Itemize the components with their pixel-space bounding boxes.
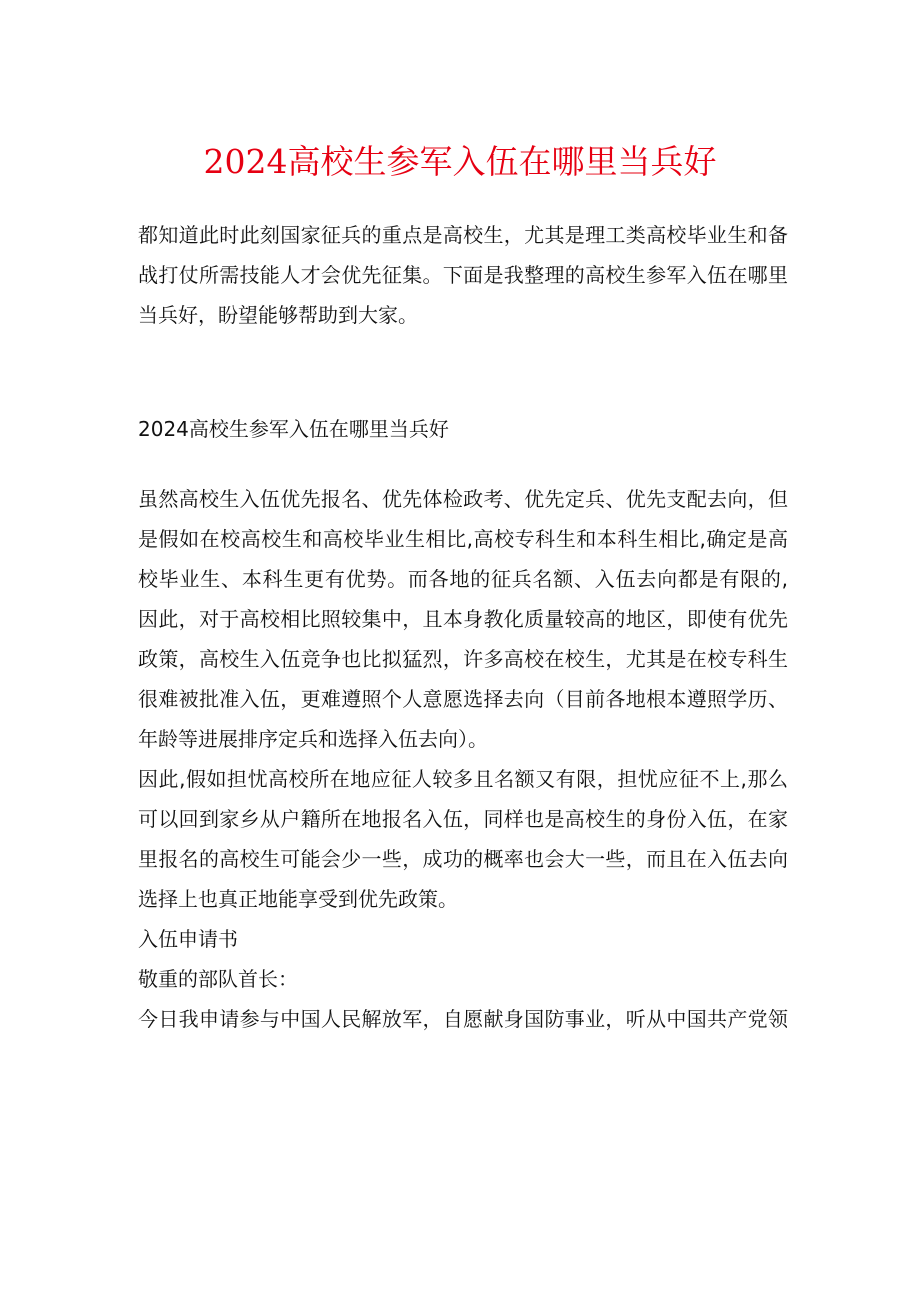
intro-line: 战打仗所需技能人才会优先征集。下面是我整理的高校生参军入伍在哪里 (138, 263, 788, 287)
salutation-text: 敬重的部队首长： (138, 967, 298, 991)
paragraph-line: 是假如在校高校生和高校毕业生相比,高校专科生和本科生相比,确定是高 (138, 527, 788, 551)
paragraph-line: 里报名的高校生可能会少一些，成功的概率也会大一些，而且在入伍去向 (138, 847, 788, 871)
paragraph-line: 政策，高校生入伍竞争也比拟猛烈，许多高校在校生，尤其是在校专科生 (138, 647, 788, 671)
paragraph-line: 很难被批准入伍，更难遵照个人意愿选择去向（目前各地根本遵照学历、 (138, 687, 788, 711)
document-body (138, 215, 788, 1039)
paragraph-line: 今日我申请参与中国人民解放军，自愿献身国防事业，听从中国共产党领 (138, 1007, 788, 1031)
subheading (138, 409, 788, 449)
paragraph-line: 虽然高校生入伍优先报名、优先体检政考、优先定兵、优先支配去向，但 (138, 487, 788, 511)
section-title-text: 入伍申请书 (138, 927, 238, 951)
spacer (138, 335, 788, 409)
subheading-text: 2024高校生参军入伍在哪里当兵好 (138, 417, 449, 441)
paragraph-line: 因此,假如担忧高校所在地应征人较多且名额又有限，担忧应征不上,那么 (138, 767, 788, 791)
intro-paragraph (138, 215, 788, 335)
paragraph-line: 校毕业生、本科生更有优势。而各地的征兵名额、入伍去向都是有限的, (138, 567, 788, 591)
paragraph-line: 因此，对于高校相比照较集中，且本身教化质量较高的地区，即使有优先 (138, 607, 788, 631)
paragraph-1 (138, 479, 788, 759)
paragraph-3 (138, 999, 788, 1039)
intro-line: 都知道此时此刻国家征兵的重点是高校生，尤其是理工类高校毕业生和备 (138, 223, 788, 247)
paragraph-2 (138, 759, 788, 919)
section-title (138, 919, 788, 959)
intro-line: 当兵好，盼望能够帮助到大家。 (138, 303, 418, 327)
paragraph-line: 可以回到家乡从户籍所在地报名入伍，同样也是高校生的身份入伍，在家 (138, 807, 788, 831)
paragraph-line: 选择上也真正地能享受到优先政策。 (138, 887, 458, 911)
paragraph-line: 年龄等进展排序定兵和选择入伍去向）。 (138, 727, 488, 751)
spacer (138, 449, 788, 479)
document-title: 2024高校生参军入伍在哪里当兵好 (203, 142, 717, 181)
salutation (138, 959, 788, 999)
